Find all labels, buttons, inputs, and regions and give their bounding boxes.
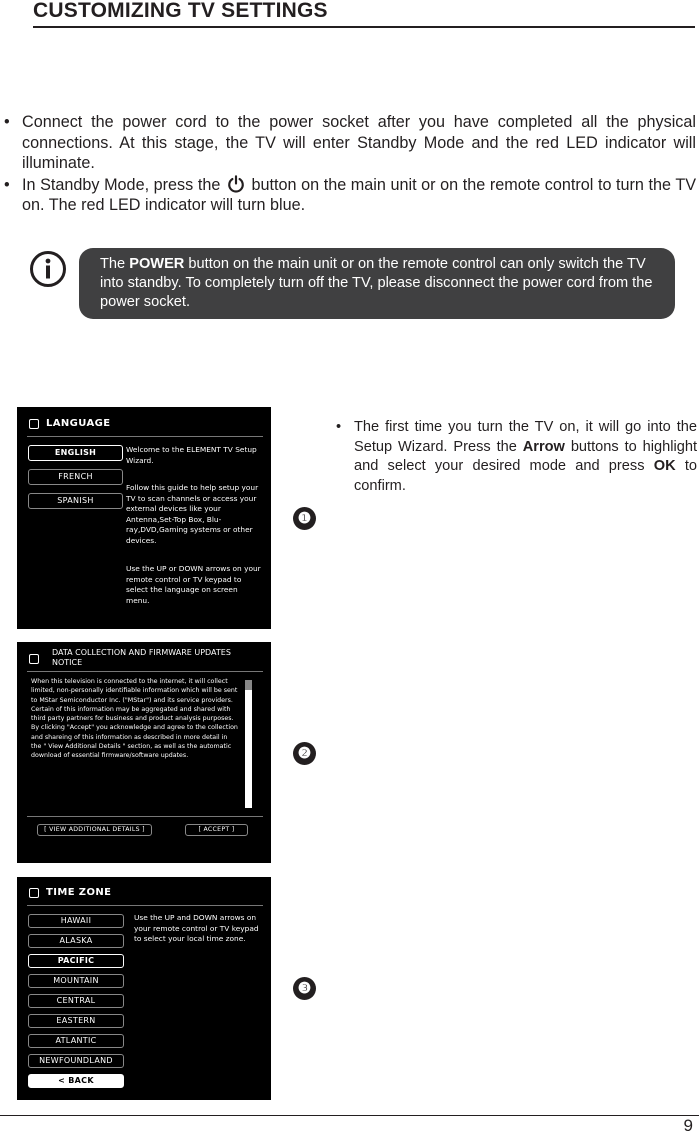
instruction-text: button on the main unit or on the remote control to turn the TV on. The red LED indicator will turn blue. — [22, 175, 697, 214]
timezone-option-atlantic[interactable]: ATLANTIC — [28, 1034, 124, 1048]
info-icon — [29, 250, 67, 288]
instructions-text: Use the UP and DOWN arrows on your remote control or TV keypad to select your local time zone. — [134, 913, 259, 944]
timezone-option-mountain[interactable]: MOUNTAIN — [28, 974, 124, 988]
accept-button[interactable]: [ ACCEPT ] — [185, 824, 248, 836]
step-number-3: ❸ — [293, 977, 316, 1000]
instruction-text: In Standby Mode, press the — [22, 175, 221, 194]
screen-title: LANGUAGE — [46, 418, 111, 429]
list-item: • Connect the power cord to the power socket after you have completed all the physical connections. At this stage, the TV will enter Standby Mode and the red LED indicator will illuminate. — [4, 113, 696, 172]
screen-title: TIME ZONE — [46, 887, 112, 898]
instruction-list — [4, 112, 696, 217]
welcome-text: Welcome to the ELEMENT TV Setup Wizard. — [126, 445, 257, 465]
page-number: 9 — [683, 1116, 693, 1135]
timezone-option-eastern[interactable]: EASTERN — [28, 1014, 124, 1028]
language-option-french[interactable]: FRENCH — [28, 469, 123, 485]
timezone-option-central[interactable]: CENTRAL — [28, 994, 124, 1008]
language-option-spanish[interactable]: SPANISH — [28, 493, 123, 509]
view-details-button[interactable]: [ VIEW ADDITIONAL DETAILS ] — [37, 824, 152, 836]
chevron-left-icon: < — [58, 1076, 66, 1085]
power-label: POWER — [129, 256, 185, 272]
checkbox-icon — [29, 888, 39, 898]
language-option-english[interactable]: ENGLISH — [28, 445, 123, 461]
timezone-option-alaska[interactable]: ALASKA — [28, 934, 124, 948]
scrollbar[interactable] — [245, 680, 252, 808]
footer-divider — [0, 1115, 699, 1116]
language-screen — [17, 407, 271, 629]
setup-description: • The first time you turn the TV on, it will go into the Setup Wizard. Press the Arrow buttons to highlight and select your desired mode and press OK to confirm. — [336, 419, 697, 494]
ok-label: OK — [653, 458, 676, 474]
step-number-2: ❷ — [293, 742, 316, 765]
info-note: The POWER button on the main unit or on the remote control can only switch the TV into standby. To completely turn off the TV, please disconnect the power cord from the power socket. — [79, 248, 675, 319]
guide-text: Follow this guide to help setup your TV to scan channels or access your external devices like your Antenna,Set-Top Box, Blu-ray,DVD,Gaming systems or other devices. — [126, 483, 259, 545]
checkbox-icon — [29, 654, 39, 664]
scrollbar-thumb[interactable] — [245, 680, 252, 690]
data-collection-screen — [17, 642, 271, 863]
instructions-text: Use the UP or DOWN arrows on your remote control or TV keypad to select the language on screen menu. — [126, 564, 261, 605]
page-header — [33, 0, 695, 28]
back-button[interactable]: < BACK — [28, 1074, 124, 1088]
checkbox-icon — [29, 419, 39, 429]
instruction-text: Connect the power cord to the power socket after you have completed all the physical connections. At this stage, the TV will enter Standby Mode and the red LED indicator will illuminate. — [22, 113, 696, 172]
screen-title: DATA COLLECTION AND FIRMWARE UPDATES NOTICE — [52, 648, 231, 667]
notice-body: When this television is connected to the internet, it will collect limited, non-personally identifiable information which will be sent to MStar Semiconductor Inc. ("MStar") and its service providers. Certain of this information may be aggregated and shared with third party partners for business and product analysis purposes. By clicking "Accept" you acknowledge and agree to the collection and shareing of this information as described in more detail in the " View Additional Details " section, as well as the automatic download of essential firmware/software updates. — [31, 678, 238, 760]
time-zone-screen — [17, 877, 271, 1100]
timezone-option-hawaii[interactable]: HAWAII — [28, 914, 124, 928]
power-icon — [227, 175, 245, 193]
step-number-1: ❶ — [293, 507, 316, 530]
list-item: • In Standby Mode, press the button on the main unit or on the remote control to turn the TV on. The red LED indicator will turn blue. — [4, 175, 697, 214]
timezone-option-pacific[interactable]: PACIFIC — [28, 954, 124, 968]
arrow-label: Arrow — [522, 438, 565, 455]
page-title: CUSTOMIZING TV SETTINGS — [33, 0, 328, 22]
timezone-option-newfoundland[interactable]: NEWFOUNDLAND — [28, 1054, 124, 1068]
